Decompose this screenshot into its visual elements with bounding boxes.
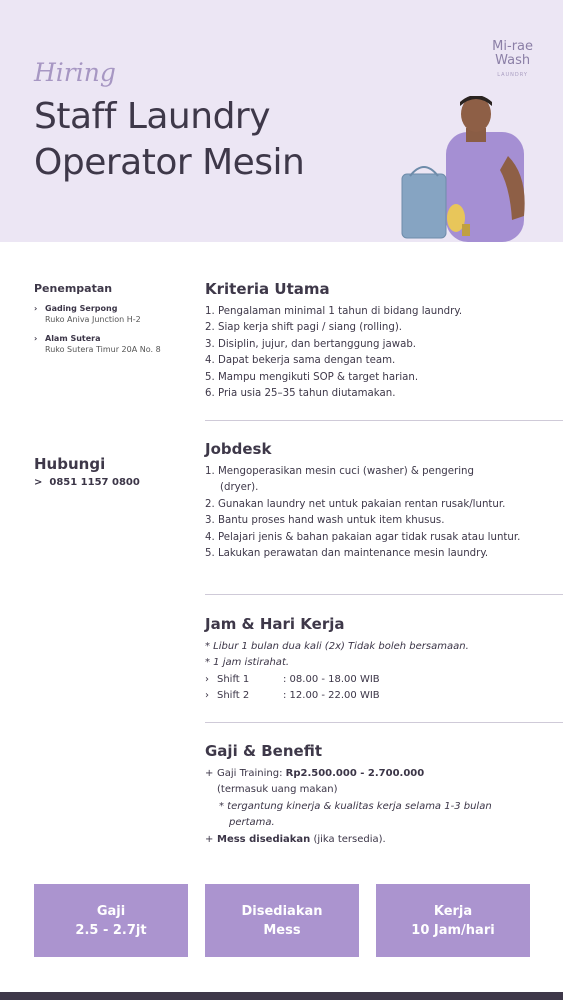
list-item: 5. Lakukan perawatan dan maintenance mesin laundry. bbox=[205, 548, 489, 560]
mess-note: (jika tersedia). bbox=[310, 833, 386, 845]
shift-time: : 12.00 - 22.00 WIB bbox=[283, 690, 380, 702]
card-title: Disediakan bbox=[241, 903, 323, 919]
gaji-heading: Gaji & Benefit bbox=[205, 742, 322, 760]
worker-photo bbox=[396, 96, 536, 242]
list-item-text: Disiplin, jujur, dan bertanggung jawab. bbox=[218, 338, 417, 350]
list-item-text: Siap kerja shift pagi / siang (rolling). bbox=[218, 322, 403, 334]
divider bbox=[205, 420, 563, 421]
chevron-right-icon: › bbox=[205, 673, 209, 685]
gaji-section bbox=[205, 742, 545, 848]
gaji-note: * tergantung kinerja & kualitas kerja selama 1-3 bulan bbox=[219, 800, 492, 812]
brand-name-line-1: Mi-rae bbox=[492, 39, 533, 54]
card-value: 2.5 - 2.7jt bbox=[75, 922, 147, 938]
list-item: 2. Siap kerja shift pagi / siang (rolling). bbox=[205, 322, 403, 334]
job-title-line-1: Staff Laundry bbox=[34, 96, 271, 137]
chevron-right-icon: > bbox=[34, 477, 43, 488]
list-item-text-cont: (dryer). bbox=[220, 482, 259, 494]
chevron-right-icon: › bbox=[34, 304, 38, 313]
kriteria-list bbox=[205, 304, 545, 402]
brand-tagline: LAUNDRY bbox=[497, 72, 528, 78]
location-address: Ruko Sutera Timur 20A No. 8 bbox=[45, 345, 161, 354]
location-item bbox=[34, 303, 141, 325]
location-name: Gading Serpong bbox=[45, 304, 118, 313]
list-item-text: Gunakan laundry net untuk pakaian rentan rusak/luntur. bbox=[218, 498, 506, 510]
list-item: 4. Pelajari jenis & bahan pakaian agar tidak rusak atau luntur. bbox=[205, 531, 521, 543]
list-item-text: Pria usia 25–35 tahun diutamakan. bbox=[218, 388, 396, 400]
job-title bbox=[34, 94, 304, 186]
shift-time: : 08.00 - 18.00 WIB bbox=[283, 673, 380, 685]
footer-bar bbox=[0, 992, 563, 1000]
list-item: 1. Mengoperasikan mesin cuci (washer) & pengering (dryer). bbox=[205, 466, 474, 494]
jam-section bbox=[205, 615, 545, 705]
list-item-text: Pengalaman minimal 1 tahun di bidang laundry. bbox=[218, 306, 463, 317]
plus-icon: + bbox=[205, 768, 214, 779]
brand-logo bbox=[492, 40, 533, 82]
jobdesk-heading: Jobdesk bbox=[205, 440, 272, 458]
list-item-text: Mampu mengikuti SOP & target harian. bbox=[218, 371, 419, 383]
brand-name-line-2: Wash bbox=[495, 53, 531, 68]
summary-card-gaji bbox=[34, 884, 188, 957]
summary-card-mess bbox=[205, 884, 359, 957]
card-title: Kerja bbox=[433, 903, 473, 919]
divider bbox=[205, 594, 563, 595]
list-item: 6. Pria usia 25–35 tahun diutamakan. bbox=[205, 388, 396, 400]
phone-number: 0851 1157 0800 bbox=[49, 477, 140, 488]
card-value: 10 Jam/hari bbox=[411, 922, 495, 938]
hiring-label: Hiring bbox=[34, 58, 116, 87]
shift-row bbox=[205, 688, 545, 704]
training-value: Rp2.500.000 - 2.700.000 bbox=[285, 768, 425, 779]
jam-heading: Jam & Hari Kerja bbox=[205, 615, 345, 633]
card-value: Mess bbox=[263, 922, 301, 938]
shift-row bbox=[205, 672, 545, 688]
benefit-row bbox=[205, 832, 545, 848]
jobdesk-section bbox=[205, 440, 545, 562]
penempatan-heading: Penempatan bbox=[34, 282, 113, 295]
training-sub: (termasuk uang makan) bbox=[217, 784, 338, 796]
list-item-text: Mengoperasikan mesin cuci (washer) & pengering bbox=[218, 466, 474, 477]
training-label: Gaji Training: bbox=[217, 768, 286, 779]
card-title: Gaji bbox=[96, 903, 126, 919]
list-item-text: Dapat bekerja sama dengan team. bbox=[218, 355, 396, 367]
location-address: Ruko Aniva Junction H-2 bbox=[45, 315, 141, 324]
shift-label: Shift 2 bbox=[217, 690, 250, 702]
list-item-text: Pelajari jenis & bahan pakaian agar tidak rusak atau luntur. bbox=[218, 531, 521, 543]
list-item: 3. Bantu proses hand wash untuk item khusus. bbox=[205, 515, 445, 527]
job-title-line-2: Operator Mesin bbox=[34, 142, 305, 183]
summary-card-kerja bbox=[376, 884, 530, 957]
location-name: Alam Sutera bbox=[45, 334, 101, 343]
gaji-note-cont: pertama. bbox=[229, 817, 275, 829]
hubungi-heading: Hubungi bbox=[34, 455, 106, 473]
list-item: 2. Gunakan laundry net untuk pakaian rentan rusak/luntur. bbox=[205, 498, 506, 510]
benefit-row bbox=[205, 766, 545, 782]
hero-banner bbox=[0, 0, 563, 242]
list-item: 4. Dapat bekerja sama dengan team. bbox=[205, 355, 396, 367]
kriteria-section bbox=[205, 280, 545, 402]
list-item: 5. Mampu mengikuti SOP & target harian. bbox=[205, 371, 419, 383]
kriteria-heading: Kriteria Utama bbox=[205, 280, 330, 298]
mess-label: Mess disediakan bbox=[217, 833, 311, 845]
location-item bbox=[34, 333, 161, 355]
list-item: 3. Disiplin, jujur, dan bertanggung jawab. bbox=[205, 338, 417, 350]
chevron-right-icon: › bbox=[205, 690, 209, 702]
list-item: 1. Pengalaman minimal 1 tahun di bidang laundry. bbox=[205, 306, 463, 317]
jam-note: * Libur 1 bulan dua kali (2x) Tidak boleh bersamaan. bbox=[205, 641, 469, 652]
jobdesk-list bbox=[205, 464, 545, 562]
shift-label: Shift 1 bbox=[217, 673, 250, 685]
list-item-text: Lakukan perawatan dan maintenance mesin laundry. bbox=[218, 548, 489, 560]
plus-icon: + bbox=[205, 833, 214, 845]
jam-note: * 1 jam istirahat. bbox=[205, 657, 290, 669]
contact-phone[interactable] bbox=[34, 477, 140, 488]
chevron-right-icon: › bbox=[34, 334, 38, 343]
list-item-text: Bantu proses hand wash untuk item khusus. bbox=[218, 515, 445, 527]
divider bbox=[205, 722, 563, 723]
